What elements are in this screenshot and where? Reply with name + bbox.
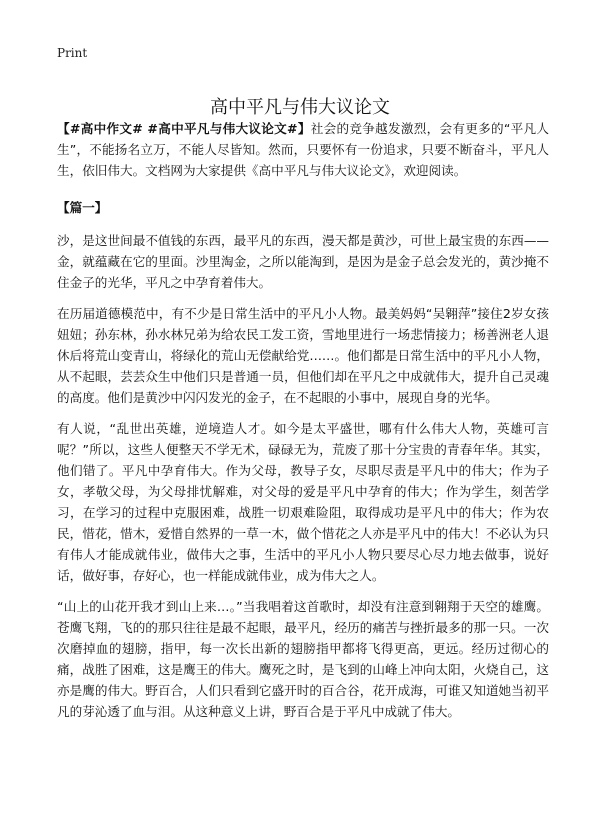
paragraph-3: 有人说，“乱世出英雄，逆境造人才。如今是太平盛世，哪有什么伟大人物，英雄可言呢？”所以，这些人便整天不学无术，碌碌无为，荒废了那十分宝贵的青春年华。其实，他们错了。平凡中孕育伟大。作为父母，教导子女，尽职尽责是平凡中的伟大；作为子女，孝敬父母，为父母排忧解难，对父母的爱是平凡中孕育的伟大；作为学生，刻苦学习，在学习的过程中克服困难，战胜一切艰难险阻，取得成功是平凡中的伟大；作为农民，惜花，惜木，爱惜自然界的一草一木，做个惜花之人亦是平凡中的伟大！不必认为只有伟人才能成就伟业，做伟大之事，生活中的平凡小人物只要尽心尽力地去做事，说好话，做好事，存好心，也一样能成就伟业，成为伟大之人。 [57, 421, 549, 583]
paragraph-2: 在历届道德模范中，有不少是日常生活中的平凡小人物。最美妈妈“吴翱萍”接住2岁女孩妞妞；孙东林，孙水林兄弟为给农民工发工资，雪地里进行一场悲情接力；杨善洲老人退休后将荒山变青山，将绿化的荒山无偿献给党……。他们都是日常生活中的平凡小人物，从不起眼，芸芸众生中他们只是普通一员，但他们却在平凡之中成就伟大，提升自己灵魂的高度。他们是黄沙中闪闪发光的金子，在不起眼的小事中，展现自身的光华。 [57, 306, 549, 405]
paragraph-1: 沙，是这世间最不值钱的东西，最平凡的东西，漫天都是黄沙，可世上最宝贵的东西——金，就蕴藏在它的里面。沙里淘金，之所以能淘到，是因为是金子总会发光的，黄沙掩不住金子的光华，平凡之中孕育着伟大。 [57, 233, 549, 290]
intro-text: 社会的竞争越发激烈，会有更多的“平凡人生”，不能扬名立万，不能人尽皆知。然而，只要怀有一份追求，只要不断奋斗，平凡人生，依旧伟大。文档网为大家提供《高中平凡与伟大议论文》，欢迎阅读。 [57, 121, 549, 178]
section-heading: 【篇一】 [57, 200, 108, 215]
print-label: Print [57, 46, 88, 60]
article-tags: 【#高中作文# #高中平凡与伟大议论文#】 [57, 121, 311, 136]
page-title: 高中平凡与伟大议论文 [210, 97, 390, 119]
paragraph-4: “山上的山花开我才到山上来…。”当我唱着这首歌时，却没有注意到翱翔于天空的雄鹰。苍鹰飞翔，飞的的那只往往是最不起眼，最平凡，经历的痛苦与挫折最多的那一只。一次次磨掉血的翅膀，指甲，每一次长出新的翅膀指甲都将飞得更高，更远。经历过彻心的痛，战胜了困难，这是鹰王的伟大。鹰死之时，是飞到的山峰上冲向太阳，火烧自己，这亦是鹰的伟大。野百合，人们只看到它盛开时的百合谷，花开成海，可谁又知道她当初平凡的芽沁透了血与泪。从这种意义上讲，野百合是于平凡中成就了伟大。 [57, 599, 549, 719]
article-body [57, 118, 549, 732]
intro-paragraph [57, 118, 549, 181]
